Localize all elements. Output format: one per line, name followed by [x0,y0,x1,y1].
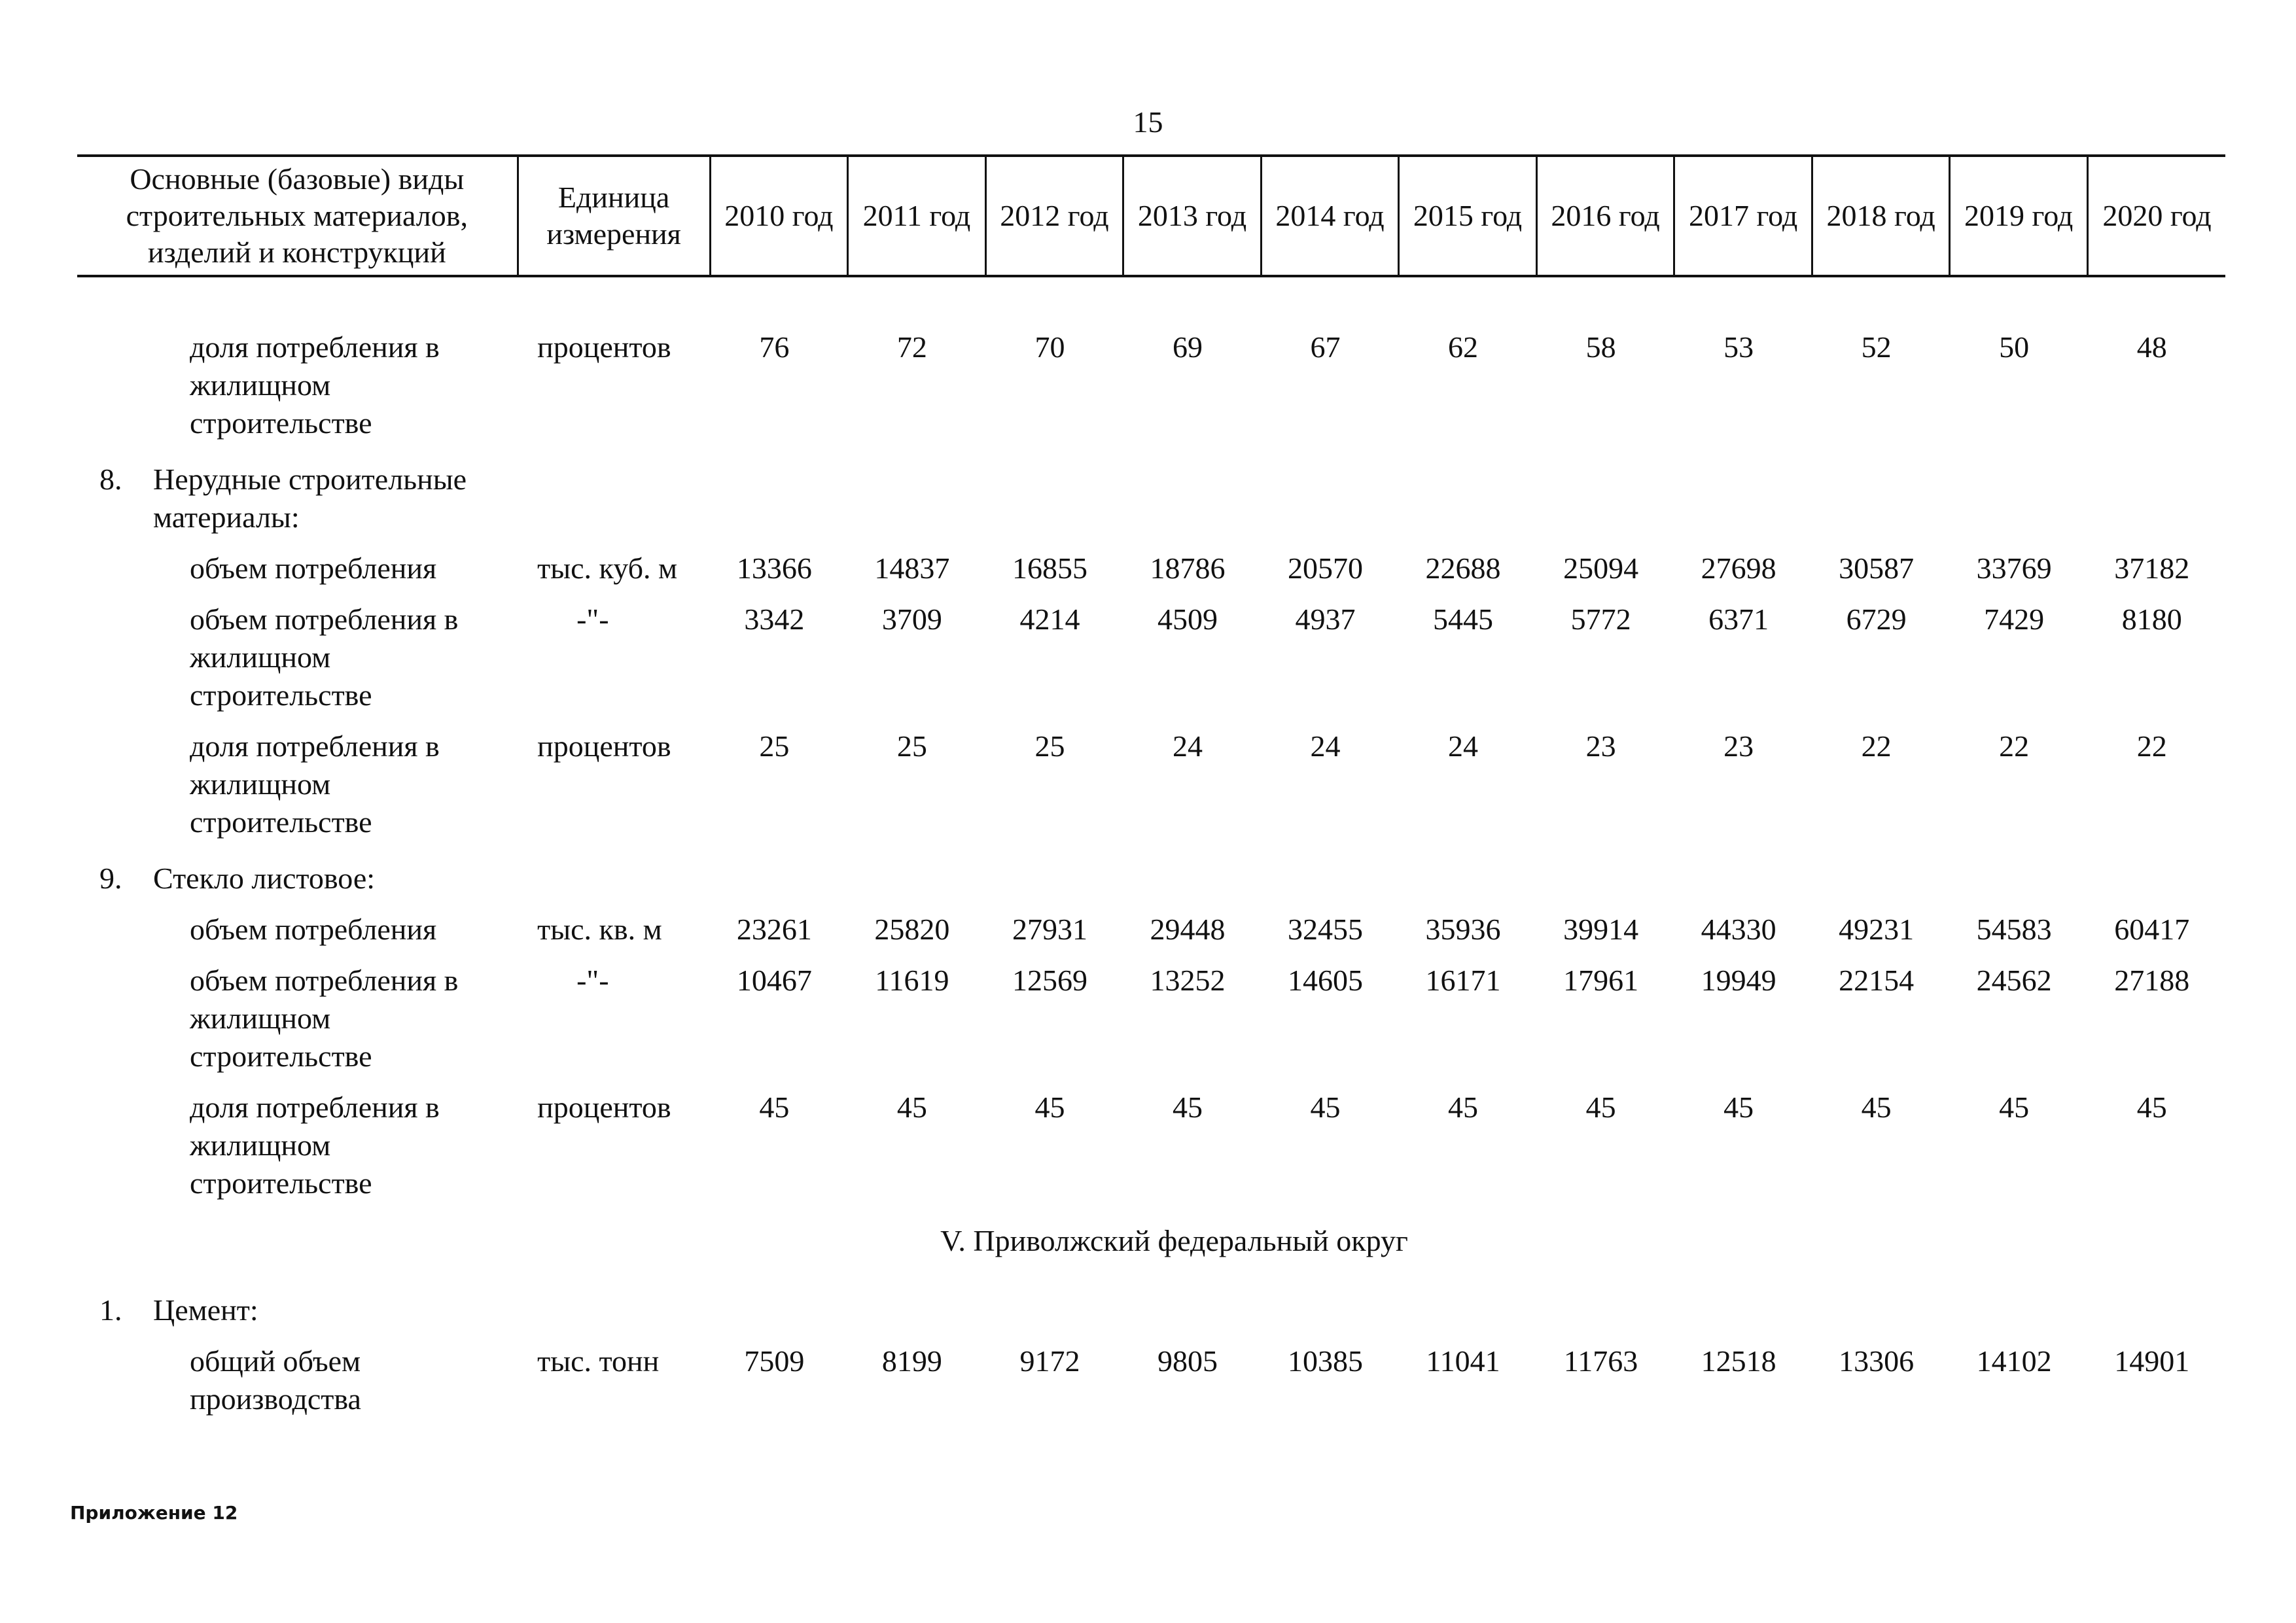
group-title: Нерудные строительные материалы: [153,462,467,534]
row-value: 44330 [1701,913,1776,946]
row-value: 35936 [1425,913,1501,946]
row-value: 25094 [1563,551,1639,585]
row-value: 14901 [2114,1344,2190,1378]
header-year: 2013 год [1123,156,1262,276]
row-value: 45 [1172,1091,1203,1124]
row-label: объем потребления в жилищном строительстве [190,602,459,712]
row-value: 10385 [1288,1344,1364,1378]
row-value: 27931 [1012,913,1087,946]
row-value: 22154 [1839,964,1915,997]
page-number: 15 [1133,105,1163,139]
row-value: 20570 [1288,551,1364,585]
table-row [77,1342,2225,1431]
header-year: 2018 год [1812,156,1950,276]
row-value: 4937 [1295,602,1356,636]
group-heading-row [77,455,2225,550]
row-value: 14102 [1976,1344,2052,1378]
row-label: общий объем производства [190,1344,361,1416]
table-row [77,328,2225,455]
row-unit: тыс. куб. м [537,551,678,585]
row-value: 37182 [2114,551,2190,585]
row-value: 25 [896,729,927,763]
row-value: 13366 [736,551,812,585]
row-value: 14605 [1288,964,1364,997]
header-material-type: Основные (базовые) виды строительных материалов, изделий и конструкций [77,156,518,276]
row-unit: -"- [576,602,609,636]
header-year: 2014 год [1261,156,1399,276]
row-value: 45 [2136,1091,2167,1124]
row-value: 45 [759,1091,790,1124]
row-value: 11763 [1563,1344,1638,1378]
header-year: 2010 год [710,156,848,276]
row-label: объем потребления [190,551,437,585]
row-value: 52 [1861,330,1892,364]
row-value: 33769 [1976,551,2052,585]
table-row [77,1089,2225,1215]
table-row [77,962,2225,1089]
row-value: 24 [1310,729,1341,763]
district-heading-row [77,1215,2225,1286]
row-value: 14837 [874,551,950,585]
row-value: 45 [896,1091,927,1124]
table-row [77,727,2225,854]
row-value: 24 [1448,729,1479,763]
row-value: 58 [1585,330,1616,364]
row-label: объем потребления [190,913,437,946]
row-value: 67 [1310,330,1341,364]
group-heading-row [77,854,2225,911]
row-value: 48 [2136,330,2167,364]
table-row [77,601,2225,727]
header-year: 2019 год [1950,156,2088,276]
row-unit: процентов [537,330,671,364]
row-value: 53 [1723,330,1754,364]
row-value: 45 [1585,1091,1616,1124]
row-value: 10467 [736,964,812,997]
group-number: 9. [99,862,122,895]
materials-table [77,154,2225,1431]
row-value: 45 [1861,1091,1892,1124]
row-value: 60417 [2114,913,2190,946]
district-title: V. Приволжский федеральный округ [940,1224,1408,1257]
table-body [77,276,2225,1431]
row-value: 62 [1448,330,1479,364]
row-value: 45 [1310,1091,1341,1124]
header-year: 2017 год [1674,156,1812,276]
footer-appendix-label: Приложение 12 [70,1502,238,1524]
row-unit: тыс. тонн [537,1344,660,1378]
row-value: 6371 [1708,602,1769,636]
row-value: 16855 [1012,551,1087,585]
row-value: 27698 [1701,551,1776,585]
row-value: 12518 [1701,1344,1776,1378]
row-value: 45 [1034,1091,1065,1124]
row-value: 4214 [1019,602,1080,636]
row-value: 5445 [1433,602,1494,636]
row-unit: -"- [576,964,609,997]
row-unit: процентов [537,1091,671,1124]
header-unit: Единица измерения [518,156,710,276]
row-value: 39914 [1563,913,1639,946]
row-value: 4509 [1157,602,1218,636]
row-value: 22 [1999,729,2030,763]
row-value: 27188 [2114,964,2190,997]
row-label: объем потребления в жилищном строительстве [190,964,459,1073]
row-unit: процентов [537,729,671,763]
row-value: 22 [2136,729,2167,763]
header-year: 2016 год [1536,156,1674,276]
row-value: 69 [1172,330,1203,364]
group-number: 1. [99,1293,122,1327]
row-value: 70 [1034,330,1065,364]
header-year: 2015 год [1399,156,1537,276]
row-value: 23 [1585,729,1616,763]
row-value: 11619 [875,964,949,997]
row-value: 9805 [1157,1344,1218,1378]
row-value: 45 [1999,1091,2030,1124]
row-value: 18786 [1150,551,1226,585]
table-row [77,911,2225,962]
row-value: 11041 [1426,1344,1500,1378]
row-value: 54583 [1976,913,2052,946]
row-value: 22 [1861,729,1892,763]
row-value: 16171 [1425,964,1501,997]
row-value: 5772 [1570,602,1631,636]
row-label: доля потребления в жилищном строительстве [190,1091,440,1200]
header-year: 2020 год [2087,156,2225,276]
row-value: 24562 [1976,964,2052,997]
row-value: 72 [896,330,927,364]
row-label: доля потребления в жилищном строительстве [190,330,440,440]
row-label: доля потребления в жилищном строительстве [190,729,440,839]
row-value: 13252 [1150,964,1226,997]
row-value: 30587 [1839,551,1915,585]
row-value: 50 [1999,330,2030,364]
row-value: 8180 [2121,602,2182,636]
row-value: 12569 [1012,964,1087,997]
row-value: 49231 [1839,913,1915,946]
header-year: 2012 год [985,156,1123,276]
row-value: 6729 [1846,602,1907,636]
row-value: 8199 [881,1344,942,1378]
row-value: 29448 [1150,913,1226,946]
group-heading-row [77,1286,2225,1342]
row-value: 24 [1172,729,1203,763]
row-value: 23261 [736,913,812,946]
row-value: 22688 [1425,551,1501,585]
row-value: 17961 [1563,964,1639,997]
group-title: Стекло листовое: [153,862,376,895]
group-number: 8. [99,462,122,496]
row-value: 23 [1723,729,1754,763]
row-value: 19949 [1701,964,1776,997]
row-value: 45 [1723,1091,1754,1124]
row-value: 25 [1034,729,1065,763]
row-value: 7429 [1984,602,2045,636]
row-value: 25820 [874,913,950,946]
row-value: 25 [759,729,790,763]
row-value: 45 [1448,1091,1479,1124]
row-unit: тыс. кв. м [537,913,662,946]
row-value: 13306 [1839,1344,1915,1378]
row-value: 76 [759,330,790,364]
row-value: 32455 [1288,913,1364,946]
group-title: Цемент: [153,1293,258,1327]
header-year: 2011 год [848,156,986,276]
row-value: 9172 [1019,1344,1080,1378]
table-row [77,550,2225,601]
row-value: 3342 [744,602,805,636]
table-header-row [77,156,2225,276]
row-value: 3709 [881,602,942,636]
row-value: 7509 [744,1344,805,1378]
